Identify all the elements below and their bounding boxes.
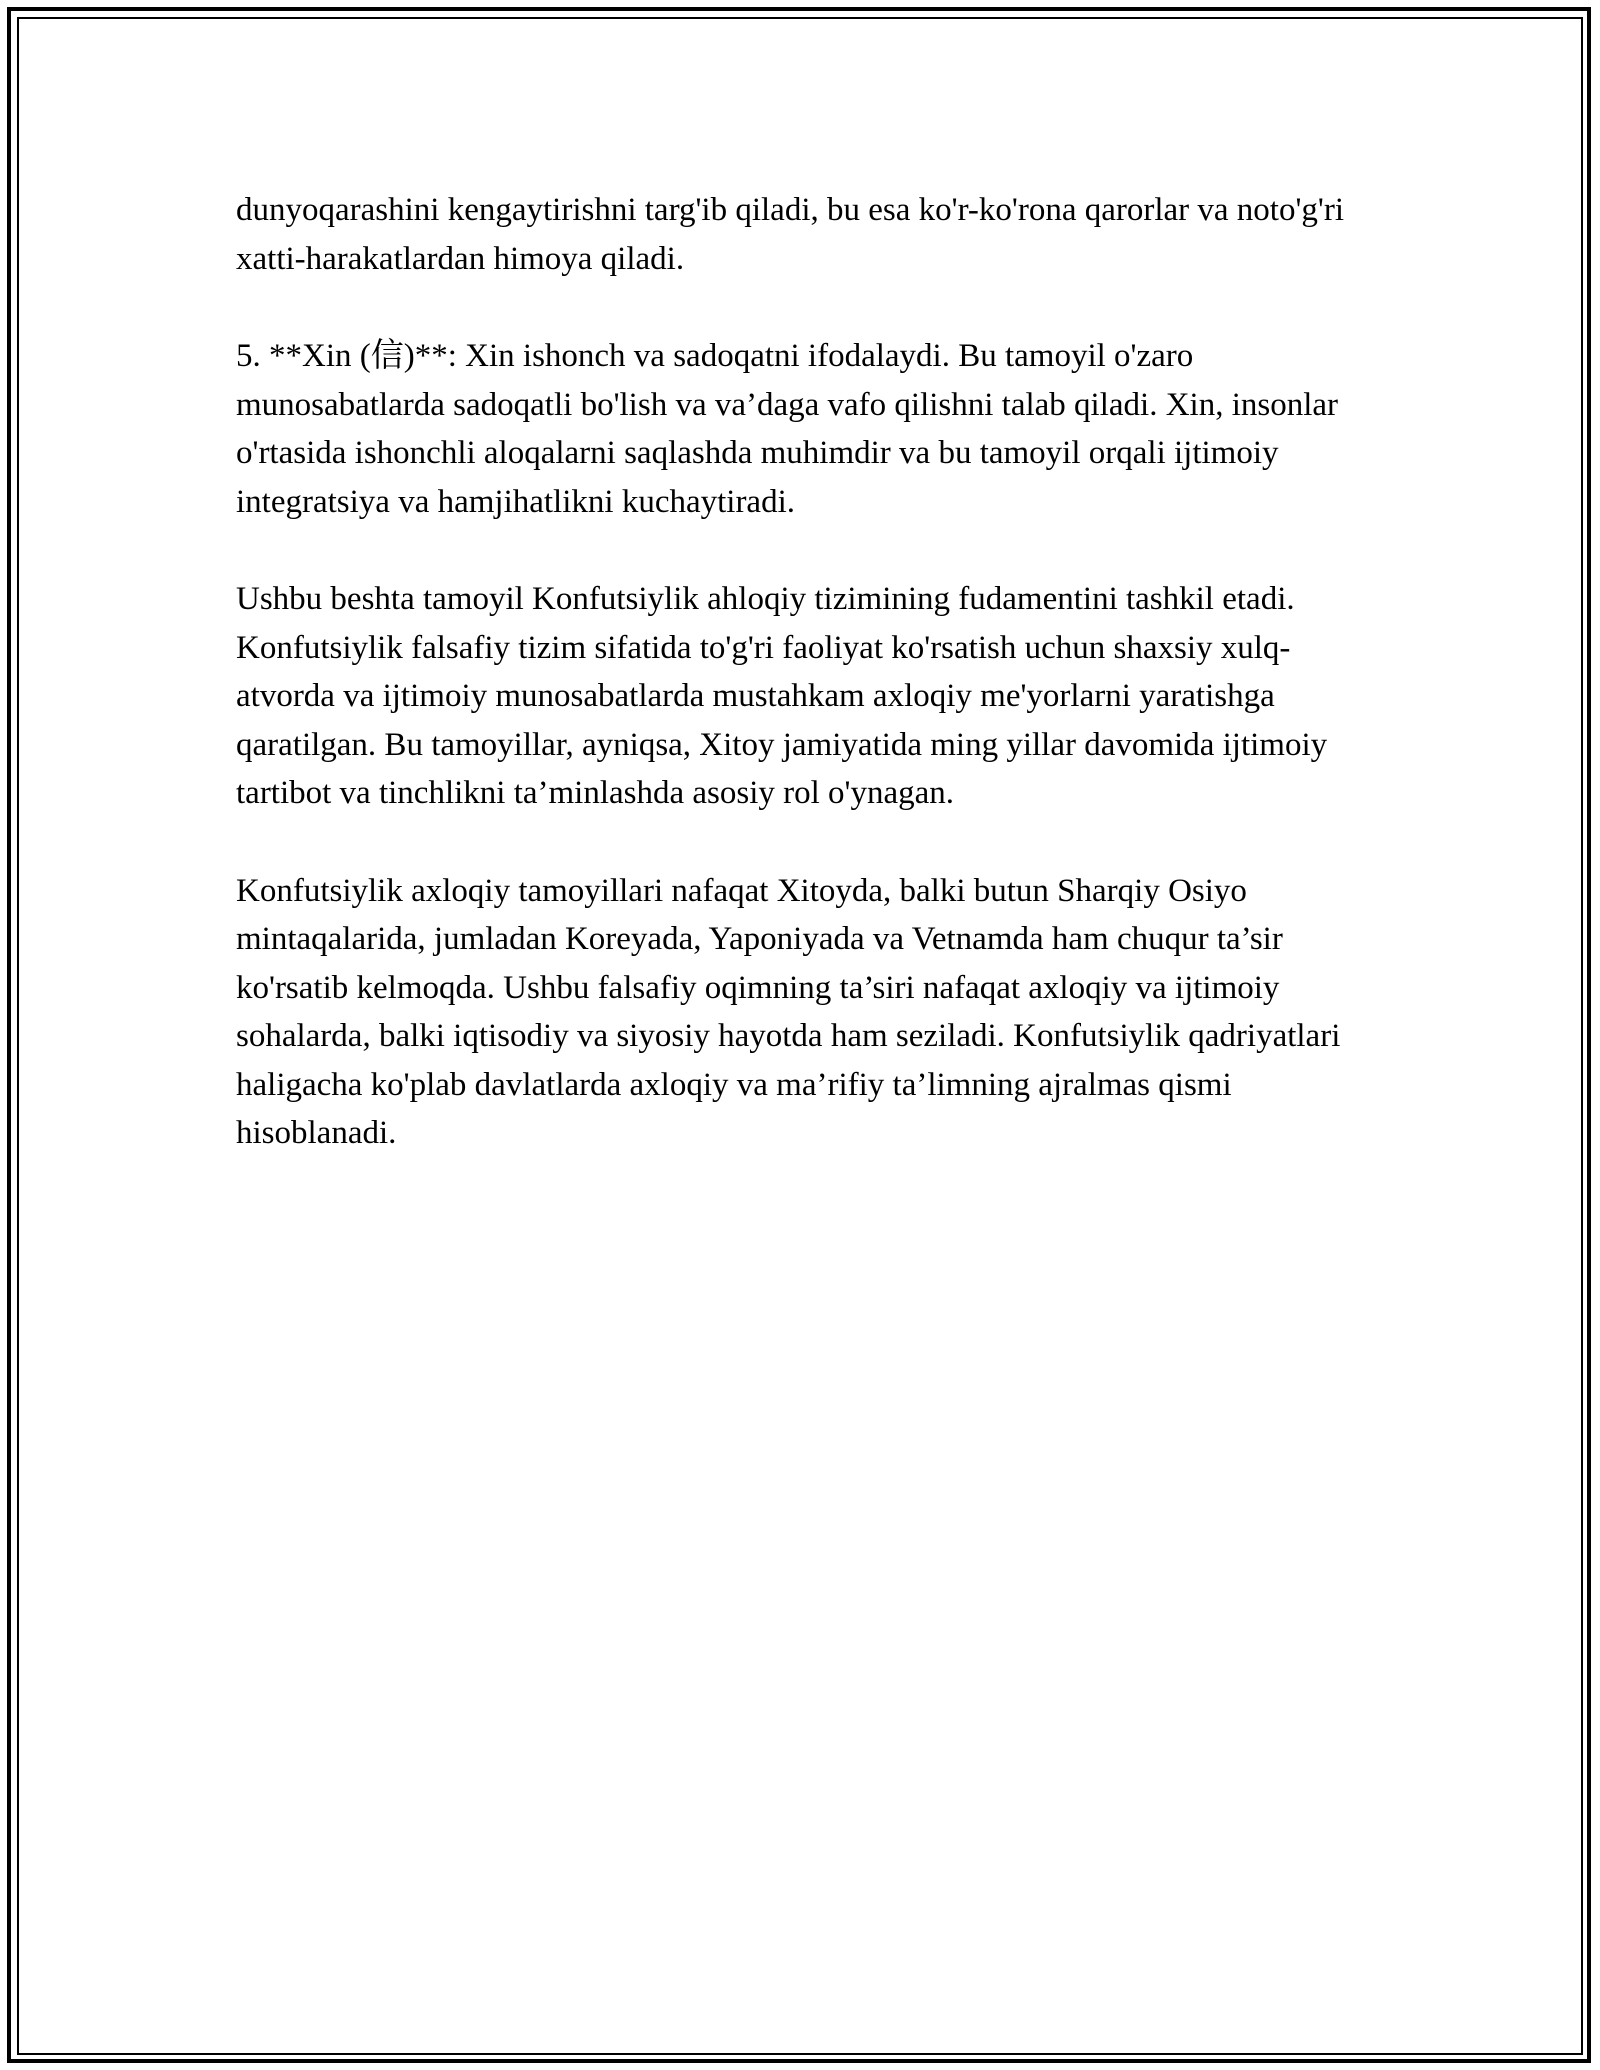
paragraph-continuation: dunyoqarashini kengaytirishni targ'ib qiladi, bu esa ko'r-ko'rona qarorlar va noto'g'ri xatti-harakatlardan himoya qiladi.	[236, 192, 1345, 277]
paragraph-five-principles: Ushbu beshta tamoyil Konfutsiylik ahloqiy tizimining fudamentini tashkil etadi. Konfutsiylik falsafiy tizim sifatida to'g'ri faoliyat ko'rsatish uchun shaxsiy xulq-atvorda va ijtimoiy munosabatlarda mustahkam axloqiy me'yorlarni yaratishga qaratilgan. Bu tamoyillar, ayniqsa, Xitoy jamiyatida ming yillar davomida ijtimoiy tartibot va tinchlikni ta’minlashda asosiy rol o'ynagan.	[236, 581, 1328, 811]
paragraph-east-asia-influence: Konfutsiylik axloqiy tamoyillari nafaqat Xitoyda, balki butun Sharqiy Osiyo mintaqalarida, jumladan Koreyada, Yaponiyada va Vetnamda ham chuqur ta’sir ko'rsatib kelmoqda. Ushbu falsafiy oqimning ta’siri nafaqat axloqiy va ijtimoiy sohalarda, balki iqtisodiy va siyosiy hayotda ham seziladi. Konfutsiylik qadriyatlari haligacha ko'plab davlatlarda axloqiy va ma’rifiy ta’limning ajralmas qismi hisoblanadi.	[236, 872, 1341, 1151]
document-body	[236, 186, 1366, 1207]
paragraph-xin-principle: 5. **Xin (信)**: Xin ishonch va sadoqatni ifodalaydi. Bu tamoyil o'zaro munosabatlarda sadoqatli bo'lish va va’daga vafo qilishni talab qiladi. Xin, insonlar o'rtasida ishonchli aloqalarni saqlashda muhimdir va bu tamoyil orqali ijtimoiy integratsiya va hamjihatlikni kuchaytiradi.	[236, 338, 1339, 520]
